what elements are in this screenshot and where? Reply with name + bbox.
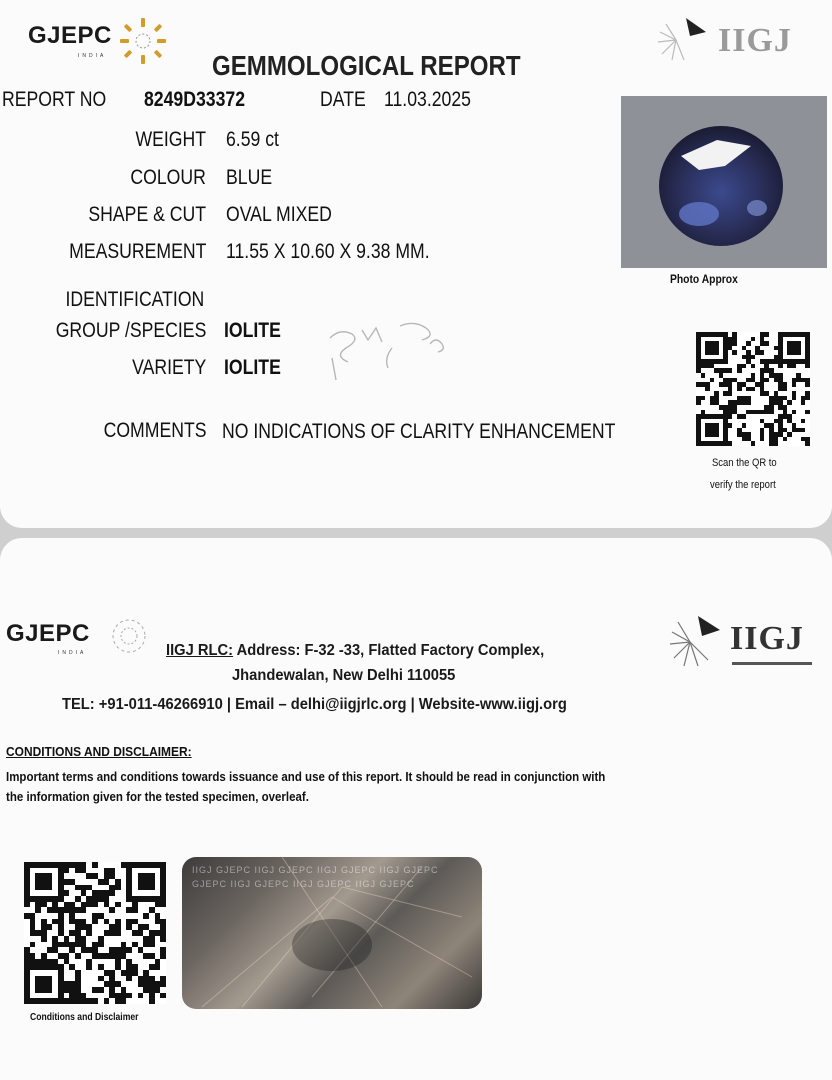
variety-value: IOLITE: [224, 356, 281, 379]
gjepc-logo-sub: INDIA: [78, 53, 107, 59]
conditions-line2: the information given for the tested specimen, overleaf.: [6, 790, 309, 804]
report-title: GEMMOLOGICAL REPORT: [212, 50, 521, 81]
conditions-qr-caption: Conditions and Disclaimer: [30, 1012, 139, 1023]
gjepc-logo-back: [6, 620, 90, 656]
iigj-logo-underline: [732, 662, 812, 665]
signature-mark: [322, 318, 462, 392]
qr-caption-line2: verify the report: [710, 479, 776, 491]
group-species-label: GROUP /SPECIES: [55, 319, 206, 342]
address-text: Address: F-32 -33, Flatted Factory Complex,: [236, 642, 545, 659]
report-no-label: REPORT NO: [2, 88, 107, 111]
weight-label: WEIGHT: [135, 128, 206, 151]
measurement-label: MEASUREMENT: [68, 240, 206, 263]
iigj-emblem-icon: [656, 14, 712, 66]
report-back-card: [0, 538, 832, 1080]
gjepc-sunburst-back-icon: [104, 610, 154, 662]
group-species-value: IOLITE: [224, 319, 281, 342]
gjepc-sunburst-icon: [118, 16, 168, 66]
comments-label: COMMENTS: [103, 419, 206, 442]
address-line1: [166, 642, 544, 660]
comments-value: NO INDICATIONS OF CLARITY ENHANCEMENT: [222, 420, 616, 443]
report-front-card: [0, 0, 832, 528]
colour-label: COLOUR: [130, 166, 206, 189]
report-no-value: 8249D33372: [144, 88, 246, 111]
gemstone-image: [621, 96, 827, 268]
gjepc-logo-text: GJEPC: [28, 22, 112, 49]
weight-value: 6.59 ct: [226, 128, 279, 151]
date-label: DATE: [320, 88, 366, 111]
conditions-qr-code[interactable]: [24, 862, 166, 1004]
iigj-logo-back-text: IIGJ: [730, 620, 804, 657]
gjepc-logo-back-sub: INDIA: [58, 650, 87, 656]
shape-cut-label: SHAPE & CUT: [88, 203, 206, 226]
address-label: IIGJ RLC:: [166, 642, 234, 659]
colour-value: BLUE: [226, 166, 273, 189]
iigj-emblem-back-icon: [668, 612, 726, 672]
photo-caption: Photo Approx: [670, 272, 738, 286]
address-line2: Jhandewalan, New Delhi 110055: [232, 667, 456, 684]
conditions-title: CONDITIONS AND DISCLAIMER:: [6, 744, 192, 759]
qr-caption-line1: Scan the QR to: [712, 457, 777, 469]
variety-label: VARIETY: [131, 356, 206, 379]
date-value: 11.03.2025: [384, 88, 471, 111]
verify-qr-code[interactable]: [696, 332, 810, 446]
gjepc-logo-back-text: GJEPC: [6, 620, 90, 647]
identification-label: IDENTIFICATION: [65, 288, 204, 311]
contact-line: TEL: +91-011-46266910 | Email – delhi@iigjrlc.org | Website-www.iigj.org: [62, 696, 567, 713]
shape-cut-value: OVAL MIXED: [226, 203, 332, 226]
gjepc-logo: [28, 22, 112, 59]
measurement-value: 11.55 X 10.60 X 9.38 MM.: [226, 240, 430, 263]
conditions-line1: Important terms and conditions towards issuance and use of this report. It should be read in conjunction with: [6, 770, 606, 784]
security-hologram: IIGJ GJEPC IIGJ GJEPC IIGJ GJEPC IIGJ GJEPC GJEPC IIGJ GJEPC IIGJ GJEPC IIGJ GJEPC: [182, 857, 482, 1009]
gemstone-photo: [621, 96, 827, 268]
iigj-logo-text: IIGJ: [718, 22, 792, 59]
